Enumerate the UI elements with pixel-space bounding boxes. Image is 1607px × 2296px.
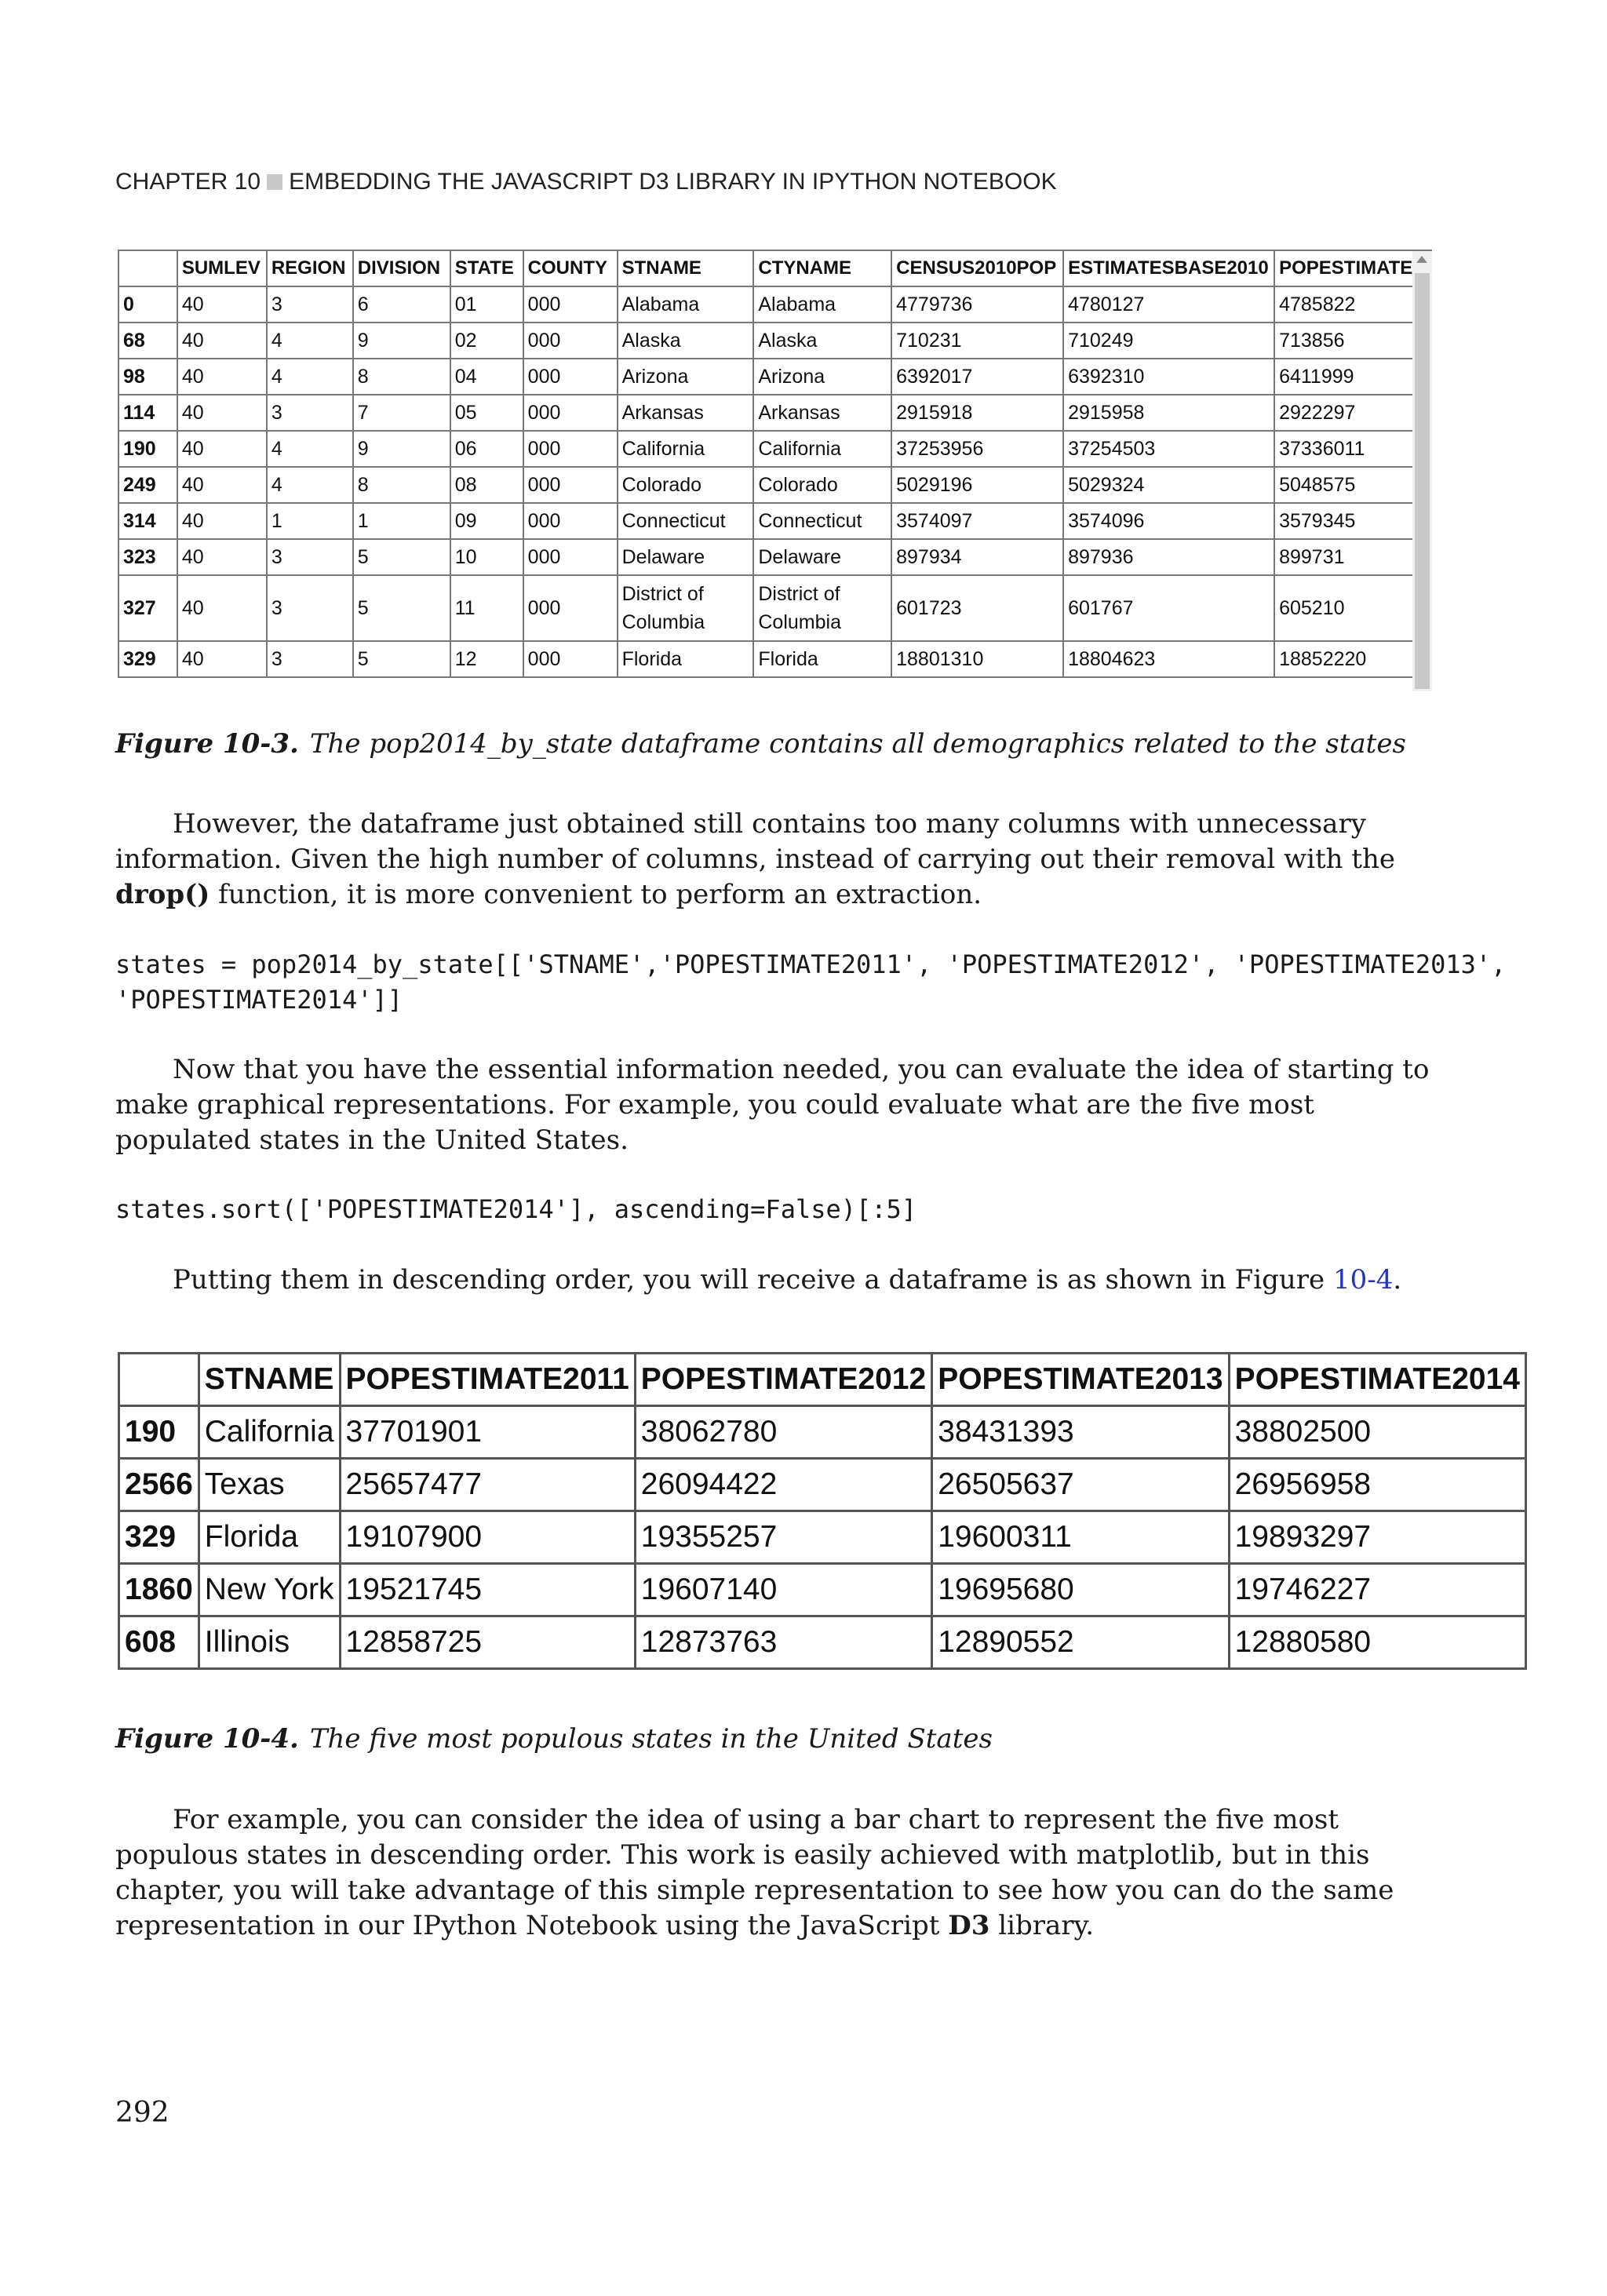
table-cell: 19600311 — [932, 1511, 1229, 1564]
table-cell: 11 — [450, 575, 523, 641]
column-header: COUNTY — [523, 250, 618, 286]
table-cell: 12858725 — [340, 1616, 635, 1669]
table-cell: District of Columbia — [753, 575, 891, 641]
table-cell: 6392310 — [1063, 359, 1274, 395]
table-cell: 38062780 — [635, 1406, 931, 1459]
table-cell: 9 — [353, 323, 450, 359]
table-cell: 40 — [177, 503, 267, 539]
table-cell: 3 — [267, 286, 353, 323]
table-cell: 4785822 — [1274, 286, 1431, 323]
table-cell: 000 — [523, 359, 618, 395]
table-row — [118, 286, 1431, 323]
row-index-cell: 2566 — [119, 1459, 199, 1511]
page-number: 292 — [115, 2097, 169, 2129]
table-cell: 2915918 — [891, 395, 1063, 431]
table-cell: Arkansas — [753, 395, 891, 431]
figure-10-4-table — [118, 1352, 1527, 1670]
column-header: CENSUS2010POP — [891, 250, 1063, 286]
column-header: CTYNAME — [753, 250, 891, 286]
table-cell: 40 — [177, 359, 267, 395]
table-cell: 6 — [353, 286, 450, 323]
running-header — [115, 169, 1057, 195]
row-index-cell: 190 — [119, 1406, 199, 1459]
table-cell: Alaska — [753, 323, 891, 359]
column-header: REGION — [267, 250, 353, 286]
column-header: STNAME — [199, 1354, 340, 1406]
paragraph-text: For example, you can consider the idea of using a bar chart to represent the five most populous states in descending order. This work is easily achieved with matplotlib, but in this chapter, you will take advantage of this simple representation to see how you can do the same representation in our IPython Notebook using the JavaScript — [115, 1804, 1394, 1941]
table-cell: 25657477 — [340, 1459, 635, 1511]
table-cell: 19746227 — [1229, 1564, 1525, 1616]
table-row — [119, 1459, 1526, 1511]
table-cell: 4 — [267, 359, 353, 395]
table-cell: New York — [199, 1564, 340, 1616]
table-cell: 7 — [353, 395, 450, 431]
table-cell: Florida — [618, 641, 754, 677]
table-cell: 899731 — [1274, 539, 1431, 575]
table-cell: 601767 — [1063, 575, 1274, 641]
table-cell: Illinois — [199, 1616, 340, 1669]
table-scrollbar[interactable] — [1412, 251, 1432, 691]
caption-label: Figure 10-4. — [115, 1723, 299, 1755]
table-cell: 000 — [523, 431, 618, 467]
table-cell: 12 — [450, 641, 523, 677]
table-cell: 3 — [267, 395, 353, 431]
table-cell: 9 — [353, 431, 450, 467]
table-cell: 000 — [523, 395, 618, 431]
table-cell: 6411999 — [1274, 359, 1431, 395]
paragraph-text: library. — [989, 1910, 1095, 1941]
table-cell: 38802500 — [1229, 1406, 1525, 1459]
table-cell: Colorado — [753, 467, 891, 503]
table-cell: 1 — [353, 503, 450, 539]
paragraph-text: function, it is more convenient to perform an extraction. — [210, 879, 982, 910]
figure-10-3-table — [118, 250, 1432, 678]
column-header: POPESTIMATE2011 — [340, 1354, 635, 1406]
row-index-cell: 329 — [119, 1511, 199, 1564]
table-cell: 40 — [177, 641, 267, 677]
table-cell: 5 — [353, 641, 450, 677]
column-header: POPESTIMATE2012 — [635, 1354, 931, 1406]
row-index-cell: 327 — [118, 575, 177, 641]
table-cell: 18801310 — [891, 641, 1063, 677]
row-index-cell: 114 — [118, 395, 177, 431]
scroll-up-arrow-icon[interactable] — [1416, 256, 1427, 263]
table-row — [118, 431, 1431, 467]
caption-label: Figure 10-3. — [115, 728, 299, 760]
table-cell: Texas — [199, 1459, 340, 1511]
table-cell: Colorado — [618, 467, 754, 503]
row-index-cell: 608 — [119, 1616, 199, 1669]
table-cell: 12873763 — [635, 1616, 931, 1669]
table-cell: 37336011 — [1274, 431, 1431, 467]
table-cell: 8 — [353, 467, 450, 503]
table-cell: 710249 — [1063, 323, 1274, 359]
table-cell: California — [753, 431, 891, 467]
table-cell: 40 — [177, 431, 267, 467]
table-cell: 19355257 — [635, 1511, 931, 1564]
table-cell: 000 — [523, 323, 618, 359]
table-cell: 05 — [450, 395, 523, 431]
table-cell: 3579345 — [1274, 503, 1431, 539]
table-cell: 3 — [267, 575, 353, 641]
table-cell: 3 — [267, 641, 353, 677]
table-cell: 4 — [267, 431, 353, 467]
paragraph-1 — [115, 807, 1434, 913]
row-index-cell: 190 — [118, 431, 177, 467]
chapter-label: CHAPTER 10 — [115, 169, 261, 195]
table-cell: 4 — [267, 323, 353, 359]
table-cell: 000 — [523, 467, 618, 503]
scrollbar-thumb[interactable] — [1415, 273, 1430, 689]
table-cell: 3574096 — [1063, 503, 1274, 539]
table-cell: 02 — [450, 323, 523, 359]
table-cell: 26094422 — [635, 1459, 931, 1511]
table-cell: 000 — [523, 641, 618, 677]
table-cell: 5029324 — [1063, 467, 1274, 503]
table-cell: District of Columbia — [618, 575, 754, 641]
column-header: POPESTIMATE — [1274, 250, 1431, 286]
row-index-cell: 0 — [118, 286, 177, 323]
inline-code-bold: drop() — [115, 879, 210, 910]
table-cell: Alabama — [753, 286, 891, 323]
table-cell: Alabama — [618, 286, 754, 323]
table-cell: 713856 — [1274, 323, 1431, 359]
column-header: POPESTIMATE2013 — [932, 1354, 1229, 1406]
table-cell: Delaware — [753, 539, 891, 575]
table-cell: 06 — [450, 431, 523, 467]
table-cell: 19607140 — [635, 1564, 931, 1616]
table-cell: 3 — [267, 539, 353, 575]
table-cell: 4780127 — [1063, 286, 1274, 323]
table-cell: 18804623 — [1063, 641, 1274, 677]
table-cell: 000 — [523, 286, 618, 323]
table-header-row — [119, 1354, 1526, 1406]
table-cell: 5048575 — [1274, 467, 1431, 503]
table-row — [118, 641, 1431, 677]
column-header — [118, 250, 177, 286]
row-index-cell: 68 — [118, 323, 177, 359]
table-cell: 2915958 — [1063, 395, 1274, 431]
table-cell: 19695680 — [932, 1564, 1229, 1616]
table-cell: 40 — [177, 286, 267, 323]
column-header: STNAME — [618, 250, 754, 286]
table-cell: California — [618, 431, 754, 467]
table-cell: 40 — [177, 467, 267, 503]
table-cell: 10 — [450, 539, 523, 575]
caption-text: The five most populous states in the United States — [309, 1723, 993, 1755]
table-cell: 26956958 — [1229, 1459, 1525, 1511]
table-cell: 601723 — [891, 575, 1063, 641]
square-separator-icon — [267, 174, 282, 190]
table-cell: 6392017 — [891, 359, 1063, 395]
table-cell: 1 — [267, 503, 353, 539]
table-row — [119, 1406, 1526, 1459]
inline-bold: D3 — [948, 1910, 990, 1941]
figure-10-3-table-viewport — [118, 250, 1432, 691]
table-cell: 04 — [450, 359, 523, 395]
table-cell: 19521745 — [340, 1564, 635, 1616]
table-cell: 37253956 — [891, 431, 1063, 467]
table-cell: 37254503 — [1063, 431, 1274, 467]
table-cell: Connecticut — [753, 503, 891, 539]
figure-10-3-caption — [115, 728, 1406, 760]
column-header: ESTIMATESBASE2010 — [1063, 250, 1274, 286]
table-cell: 38431393 — [932, 1406, 1229, 1459]
table-cell: 08 — [450, 467, 523, 503]
table-cell: 000 — [523, 539, 618, 575]
table-cell: Florida — [753, 641, 891, 677]
table-cell: 40 — [177, 539, 267, 575]
table-cell: Delaware — [618, 539, 754, 575]
table-cell: 26505637 — [932, 1459, 1229, 1511]
table-row — [118, 359, 1431, 395]
paragraph-2: Now that you have the essential information needed, you can evaluate the idea of starting to make graphical representations. For example, you could evaluate what are the five most populated states in the United States. — [115, 1054, 1430, 1156]
column-header — [119, 1354, 199, 1406]
table-cell: 4 — [267, 467, 353, 503]
code-block-2: states.sort(['POPESTIMATE2014'], ascending=False)[:5] — [115, 1194, 917, 1224]
table-row — [118, 539, 1431, 575]
table-row — [118, 323, 1431, 359]
table-cell: 5 — [353, 539, 450, 575]
paragraph-3 — [115, 1263, 1434, 1298]
column-header: POPESTIMATE2014 — [1229, 1354, 1525, 1406]
table-cell: 12880580 — [1229, 1616, 1525, 1669]
table-row — [118, 467, 1431, 503]
row-index-cell: 314 — [118, 503, 177, 539]
table-header-row — [118, 250, 1431, 286]
row-index-cell: 1860 — [119, 1564, 199, 1616]
column-header: SUMLEV — [177, 250, 267, 286]
table-cell: 4779736 — [891, 286, 1063, 323]
row-index-cell: 98 — [118, 359, 177, 395]
table-cell: 897936 — [1063, 539, 1274, 575]
table-cell: 897934 — [891, 539, 1063, 575]
table-row — [118, 503, 1431, 539]
table-cell: 000 — [523, 575, 618, 641]
table-row — [119, 1511, 1526, 1564]
table-cell: 605210 — [1274, 575, 1431, 641]
table-cell: California — [199, 1406, 340, 1459]
table-row — [118, 395, 1431, 431]
table-cell: 2922297 — [1274, 395, 1431, 431]
row-index-cell: 323 — [118, 539, 177, 575]
paragraph-text: Putting them in descending order, you will receive a dataframe is as shown in Figure — [173, 1264, 1333, 1296]
table-cell: Alaska — [618, 323, 754, 359]
table-cell: Connecticut — [618, 503, 754, 539]
table-cell: 19893297 — [1229, 1511, 1525, 1564]
column-header: STATE — [450, 250, 523, 286]
paragraph-text: However, the dataframe just obtained still contains too many columns with unnecessary information. Given the high number of columns, instead of carrying out their removal with the — [115, 808, 1396, 875]
table-cell: 12890552 — [932, 1616, 1229, 1669]
table-cell: 40 — [177, 323, 267, 359]
table-cell: Arkansas — [618, 395, 754, 431]
table-cell: 40 — [177, 575, 267, 641]
row-index-cell: 329 — [118, 641, 177, 677]
table-cell: 37701901 — [340, 1406, 635, 1459]
table-row — [119, 1616, 1526, 1669]
figure-10-4-caption — [115, 1723, 993, 1755]
table-cell: 18852220 — [1274, 641, 1431, 677]
chapter-title: EMBEDDING THE JAVASCRIPT D3 LIBRARY IN IPYTHON NOTEBOOK — [289, 169, 1057, 195]
table-cell: 3574097 — [891, 503, 1063, 539]
table-cell: 19107900 — [340, 1511, 635, 1564]
row-index-cell: 249 — [118, 467, 177, 503]
table-cell: 01 — [450, 286, 523, 323]
table-row — [118, 575, 1431, 641]
table-cell: 5 — [353, 575, 450, 641]
table-cell: Arizona — [618, 359, 754, 395]
table-cell: 40 — [177, 395, 267, 431]
column-header: DIVISION — [353, 250, 450, 286]
table-row — [119, 1564, 1526, 1616]
table-cell: 5029196 — [891, 467, 1063, 503]
figure-link[interactable]: 10-4 — [1332, 1264, 1394, 1296]
table-cell: 8 — [353, 359, 450, 395]
table-cell: 000 — [523, 503, 618, 539]
table-cell: Arizona — [753, 359, 891, 395]
paragraph-text: . — [1393, 1264, 1402, 1296]
code-block-1: states = pop2014_by_state[['STNAME','POPESTIMATE2011', 'POPESTIMATE2012', 'POPESTIMATE2013', 'POPESTIMATE2014']] — [115, 949, 1507, 1015]
table-cell: Florida — [199, 1511, 340, 1564]
table-cell: 710231 — [891, 323, 1063, 359]
paragraph-4 — [115, 1802, 1434, 1944]
table-cell: 09 — [450, 503, 523, 539]
caption-text: The pop2014_by_state dataframe contains all demographics related to the states — [309, 728, 1406, 760]
